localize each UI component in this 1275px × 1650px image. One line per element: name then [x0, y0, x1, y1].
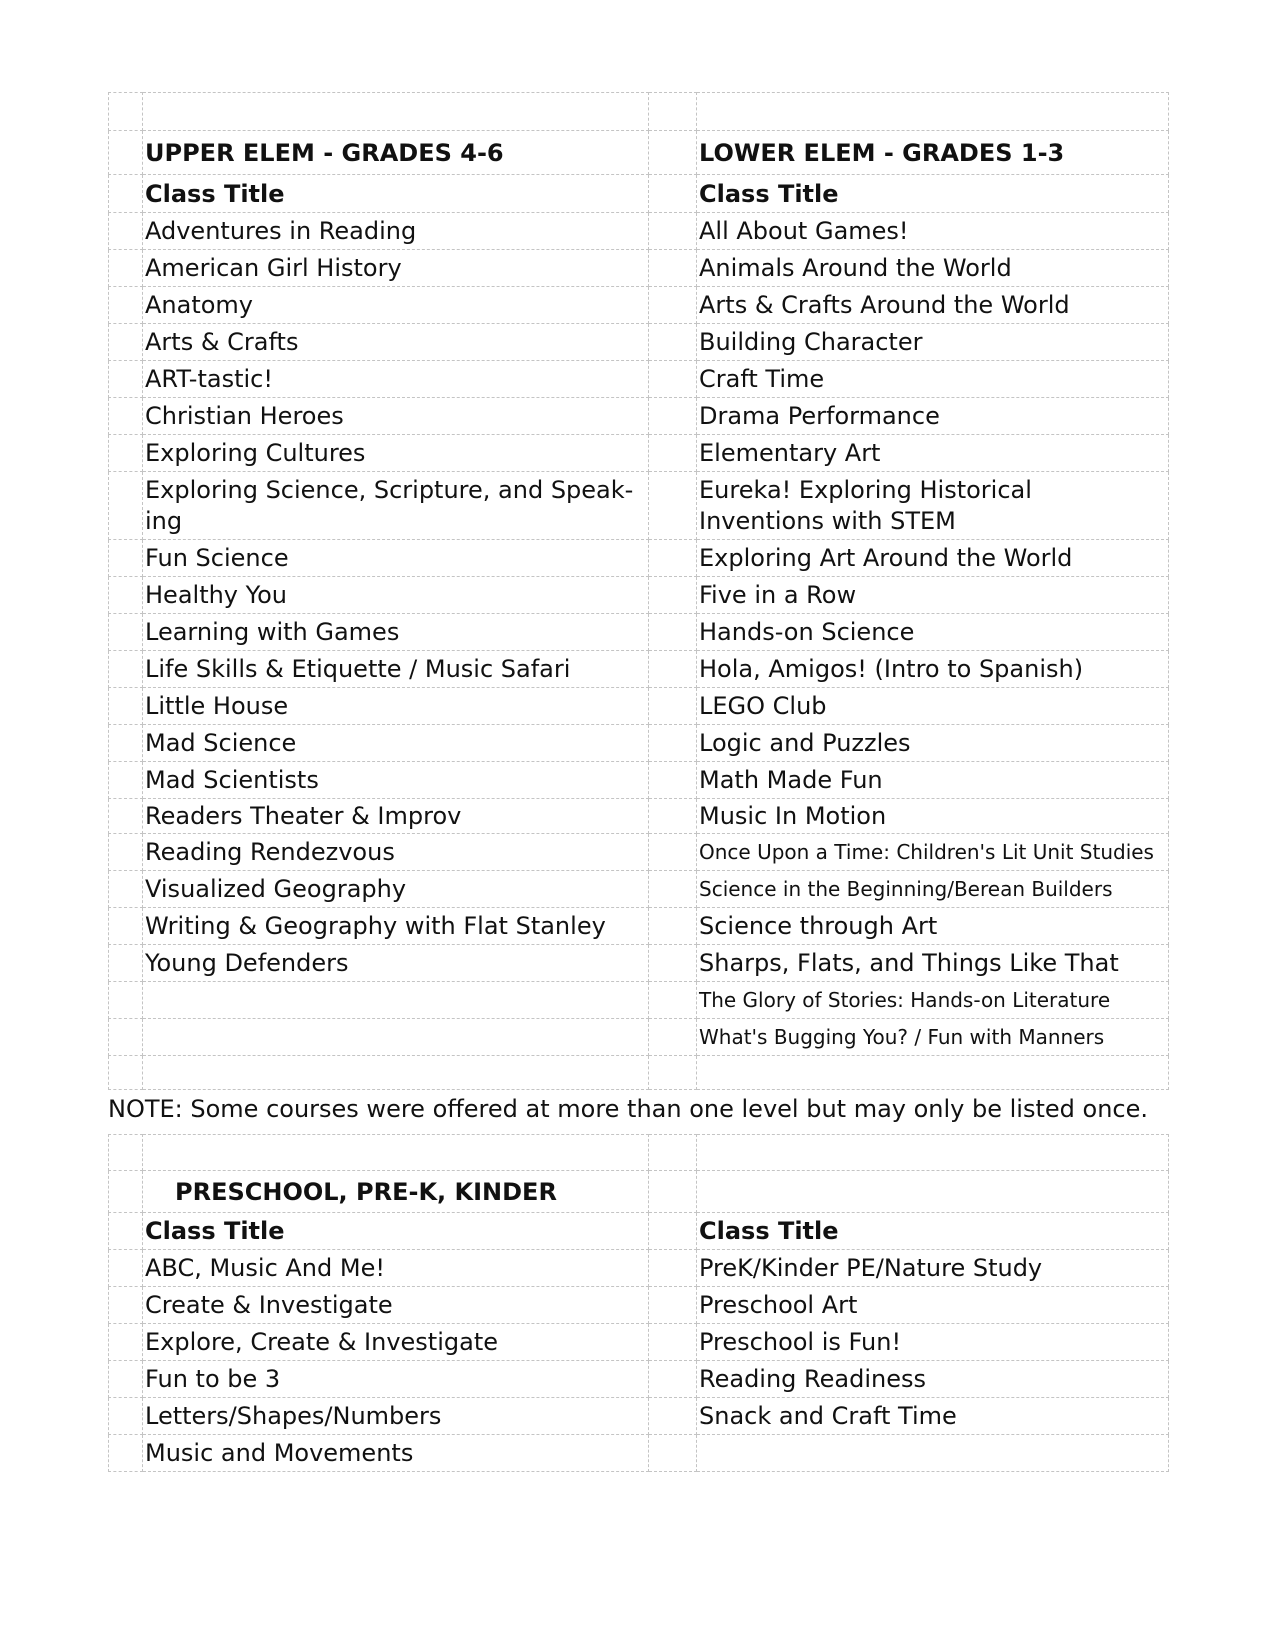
upper-class-item: Writing & Geography with Flat Stanley: [143, 908, 649, 945]
upper-class-item: Young Defenders: [143, 945, 649, 982]
upper-class-item: Anatomy: [143, 287, 649, 324]
lower-class-item: All About Games!: [697, 213, 1169, 250]
spacer-row: [109, 1135, 1169, 1171]
table-row: [109, 1019, 1169, 1056]
table-row: [109, 725, 1169, 762]
preschool-class-title-label-left: Class Title: [143, 1213, 649, 1250]
lower-class-title-label: Class Title: [697, 175, 1169, 213]
upper-class-item: Exploring Science, Scripture, and Speak-ing: [143, 472, 649, 540]
upper-class-item: Visualized Geography: [143, 871, 649, 908]
preschool-class-item: Snack and Craft Time: [697, 1398, 1169, 1435]
table-row: [109, 540, 1169, 577]
table-row: [109, 361, 1169, 398]
table-row: [109, 688, 1169, 725]
upper-class-item: Reading Rendezvous: [143, 834, 649, 871]
table-row: [109, 762, 1169, 799]
lower-class-item: Math Made Fun: [697, 762, 1169, 799]
upper-class-item: Little House: [143, 688, 649, 725]
lower-class-item: Arts & Crafts Around the World: [697, 287, 1169, 324]
preschool-class-item: PreK/Kinder PE/Nature Study: [697, 1250, 1169, 1287]
table-row: [109, 1324, 1169, 1361]
preschool-class-item: Explore, Create & Investigate: [143, 1324, 649, 1361]
preschool-class-item: Create & Investigate: [143, 1287, 649, 1324]
lower-class-item: Eureka! Exploring Historical Inventions with STEM: [697, 472, 1169, 540]
spacer-row: [109, 93, 1169, 131]
preschool-classes-table: [108, 1134, 1169, 1472]
upper-class-title-label: Class Title: [143, 175, 649, 213]
table-row: [109, 651, 1169, 688]
table-row: [109, 472, 1169, 540]
upper-class-item: Life Skills & Etiquette / Music Safari: [143, 651, 649, 688]
preschool-class-item: Preschool is Fun!: [697, 1324, 1169, 1361]
table-row: [109, 982, 1169, 1019]
upper-elem-heading: UPPER ELEM - GRADES 4-6: [143, 131, 649, 175]
upper-class-item: ART-tastic!: [143, 361, 649, 398]
table-row: [109, 834, 1169, 871]
lower-class-item: Five in a Row: [697, 577, 1169, 614]
elementary-classes-table: [108, 92, 1169, 1090]
preschool-class-title-label-right: Class Title: [697, 1213, 1169, 1250]
upper-class-item: Learning with Games: [143, 614, 649, 651]
lower-class-item: Hola, Amigos! (Intro to Spanish): [697, 651, 1169, 688]
table-row: [109, 435, 1169, 472]
column-label-row: [109, 1213, 1169, 1250]
table-row: [109, 614, 1169, 651]
upper-class-item: Healthy You: [143, 577, 649, 614]
table-row: [109, 324, 1169, 361]
lower-class-item: The Glory of Stories: Hands-on Literature: [697, 982, 1169, 1019]
note-text: NOTE: Some courses were offered at more than one level but may only be listed once.: [108, 1095, 1149, 1123]
upper-class-item: Fun Science: [143, 540, 649, 577]
lower-class-item: What's Bugging You? / Fun with Manners: [697, 1019, 1169, 1056]
column-label-row: [109, 175, 1169, 213]
table-row: [109, 250, 1169, 287]
upper-class-item: Mad Science: [143, 725, 649, 762]
table-row: [109, 799, 1169, 834]
lower-elem-heading: LOWER ELEM - GRADES 1-3: [697, 131, 1169, 175]
lower-class-item: Building Character: [697, 324, 1169, 361]
preschool-class-item: Letters/Shapes/Numbers: [143, 1398, 649, 1435]
table-row: [109, 577, 1169, 614]
upper-class-item: Christian Heroes: [143, 398, 649, 435]
preschool-class-item: ABC, Music And Me!: [143, 1250, 649, 1287]
table-row: [109, 945, 1169, 982]
lower-class-item: Once Upon a Time: Children's Lit Unit Studies: [697, 834, 1169, 871]
table-row: [109, 398, 1169, 435]
lower-class-item: Logic and Puzzles: [697, 725, 1169, 762]
table-row: [109, 871, 1169, 908]
heading-row: [109, 1171, 1169, 1213]
lower-class-item: Animals Around the World: [697, 250, 1169, 287]
preschool-class-item: Fun to be 3: [143, 1361, 649, 1398]
table-row: [109, 213, 1169, 250]
lower-class-item: LEGO Club: [697, 688, 1169, 725]
upper-class-item: Adventures in Reading: [143, 213, 649, 250]
table-row: [109, 287, 1169, 324]
preschool-class-item: Reading Readiness: [697, 1361, 1169, 1398]
lower-class-item: Science through Art: [697, 908, 1169, 945]
lower-class-item: Exploring Art Around the World: [697, 540, 1169, 577]
upper-class-item: Arts & Crafts: [143, 324, 649, 361]
table-row: [109, 908, 1169, 945]
upper-class-item: Readers Theater & Improv: [143, 799, 649, 834]
table-row: [109, 1398, 1169, 1435]
table-row: [109, 1361, 1169, 1398]
preschool-heading: PRESCHOOL, PRE-K, KINDER: [143, 1171, 649, 1213]
lower-class-item: Elementary Art: [697, 435, 1169, 472]
lower-class-item: Craft Time: [697, 361, 1169, 398]
preschool-class-item: Preschool Art: [697, 1287, 1169, 1324]
heading-row: [109, 131, 1169, 175]
table-row: [109, 1435, 1169, 1472]
spacer-row: [109, 1056, 1169, 1090]
preschool-class-item: Music and Movements: [143, 1435, 649, 1472]
upper-class-item: Mad Scientists: [143, 762, 649, 799]
lower-class-item: Music In Motion: [697, 799, 1169, 834]
lower-class-item: Science in the Beginning/Berean Builders: [697, 871, 1169, 908]
lower-class-item: Drama Performance: [697, 398, 1169, 435]
upper-class-item: American Girl History: [143, 250, 649, 287]
upper-class-item: Exploring Cultures: [143, 435, 649, 472]
table-row: [109, 1250, 1169, 1287]
lower-class-item: Sharps, Flats, and Things Like That: [697, 945, 1169, 982]
table-row: [109, 1287, 1169, 1324]
lower-class-item: Hands-on Science: [697, 614, 1169, 651]
